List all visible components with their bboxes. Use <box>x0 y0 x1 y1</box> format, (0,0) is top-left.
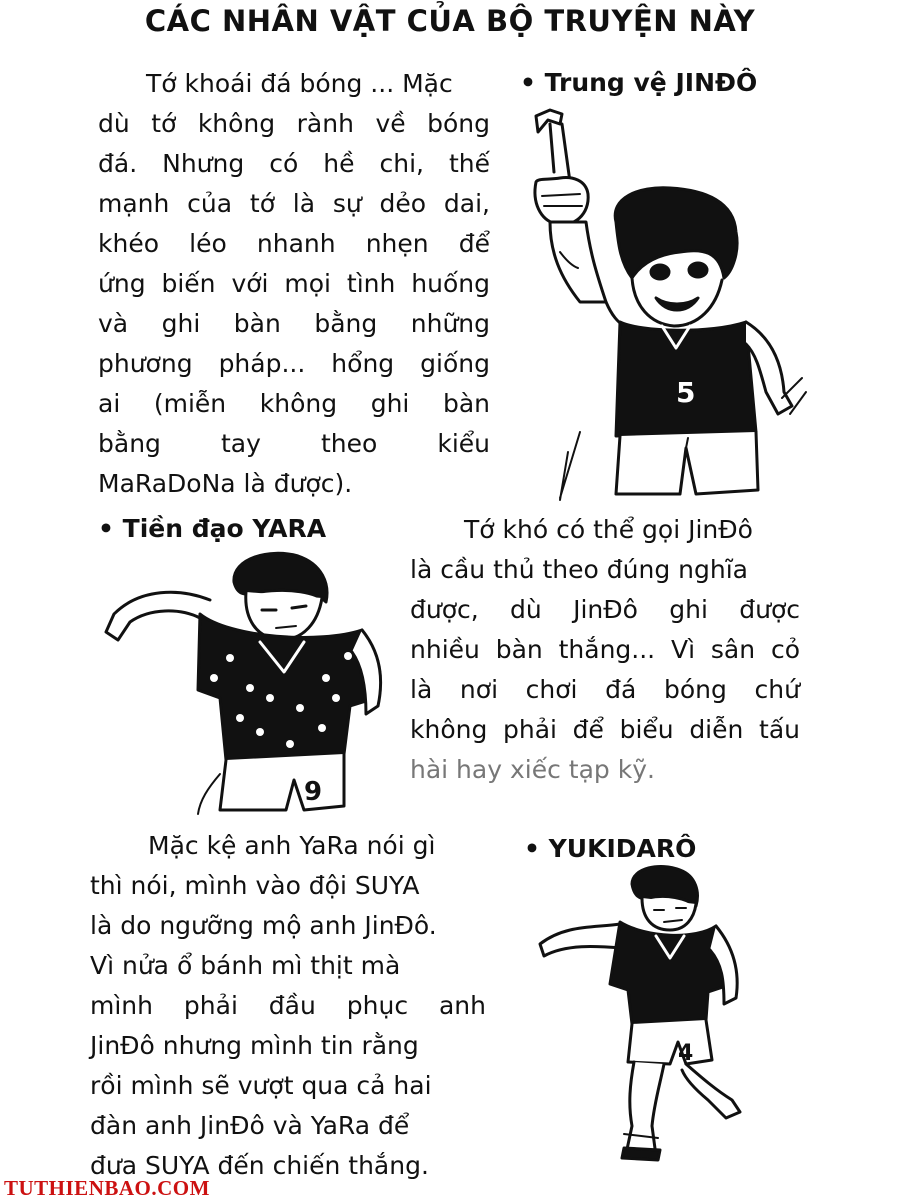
text-line: rồi mình sẽ vượt qua cả hai <box>90 1071 432 1100</box>
yara-jersey-number: 9 <box>304 777 323 807</box>
text-line: bằng tay theo kiểu <box>98 429 490 458</box>
yukidaro-heading: • YUKIDARÔ <box>524 834 697 863</box>
text-line: MaRaDoNa là được). <box>98 469 353 498</box>
text-line: ứng biến với mọi tình huống <box>98 269 490 298</box>
yukidaro-description <box>90 826 486 1186</box>
yara-illustration <box>100 548 390 818</box>
text-line: Mặc kệ anh YaRa nói gì <box>148 831 436 860</box>
text-line: Vì nửa ổ bánh mì thịt mà <box>90 951 401 980</box>
text-line: khéo léo nhanh nhẹn để <box>98 229 490 258</box>
text-line: hài hay xiếc tạp kỹ. <box>410 755 655 784</box>
yukidaro-jersey-number: 4 <box>678 1041 694 1066</box>
text-line: đàn anh JinĐô và YaRa để <box>90 1111 410 1140</box>
text-line: đá. Nhưng có hề chi, thế <box>98 149 490 178</box>
text-line: dù tớ không rành về bóng <box>98 109 490 138</box>
text-line: Tớ khoái đá bóng ... Mặc <box>146 69 453 98</box>
yara-description <box>410 510 800 790</box>
text-line: mạnh của tớ là sự dẻo dai, <box>98 189 490 218</box>
text-line: là cầu thủ theo đúng nghĩa <box>410 555 748 584</box>
text-line: phương pháp... hổng giống <box>98 349 490 378</box>
yara-heading: • Tiền đạo YARA <box>98 514 327 543</box>
text-line: không phải để biểu diễn tấu <box>410 715 800 744</box>
page-title: CÁC NHÂN VẬT CỦA BỘ TRUYỆN NÀY <box>144 4 756 38</box>
text-line: là do ngưỡng mộ anh JinĐô. <box>90 911 437 940</box>
text-line: nhiều bàn thắng... Vì sân cỏ <box>410 635 800 664</box>
jindo-heading: • Trung vệ JINĐÔ <box>520 68 758 97</box>
jindo-jersey-number: 5 <box>676 376 696 409</box>
text-line: Tớ khó có thể gọi JinĐô <box>464 515 753 544</box>
text-line: là nơi chơi đá bóng chứ <box>410 675 800 704</box>
yukidaro-illustration <box>536 864 746 1164</box>
text-line: ai (miễn không ghi bàn <box>98 389 490 418</box>
jindo-description <box>98 64 490 504</box>
text-line: đưa SUYA đến chiến thắng. <box>90 1151 429 1180</box>
text-line: mình phải đầu phục anh <box>90 991 486 1020</box>
site-watermark: TUTHIENBAO.COM <box>4 1176 210 1200</box>
jindo-illustration <box>520 102 810 502</box>
text-line: JinĐô nhưng mình tin rằng <box>90 1031 419 1060</box>
text-line: được, dù JinĐô ghi được <box>410 595 800 624</box>
text-line: và ghi bàn bằng những <box>98 309 490 338</box>
yara-jersey-crest: F.C. <box>316 620 345 636</box>
text-line: thì nói, mình vào đội SUYA <box>90 871 420 900</box>
